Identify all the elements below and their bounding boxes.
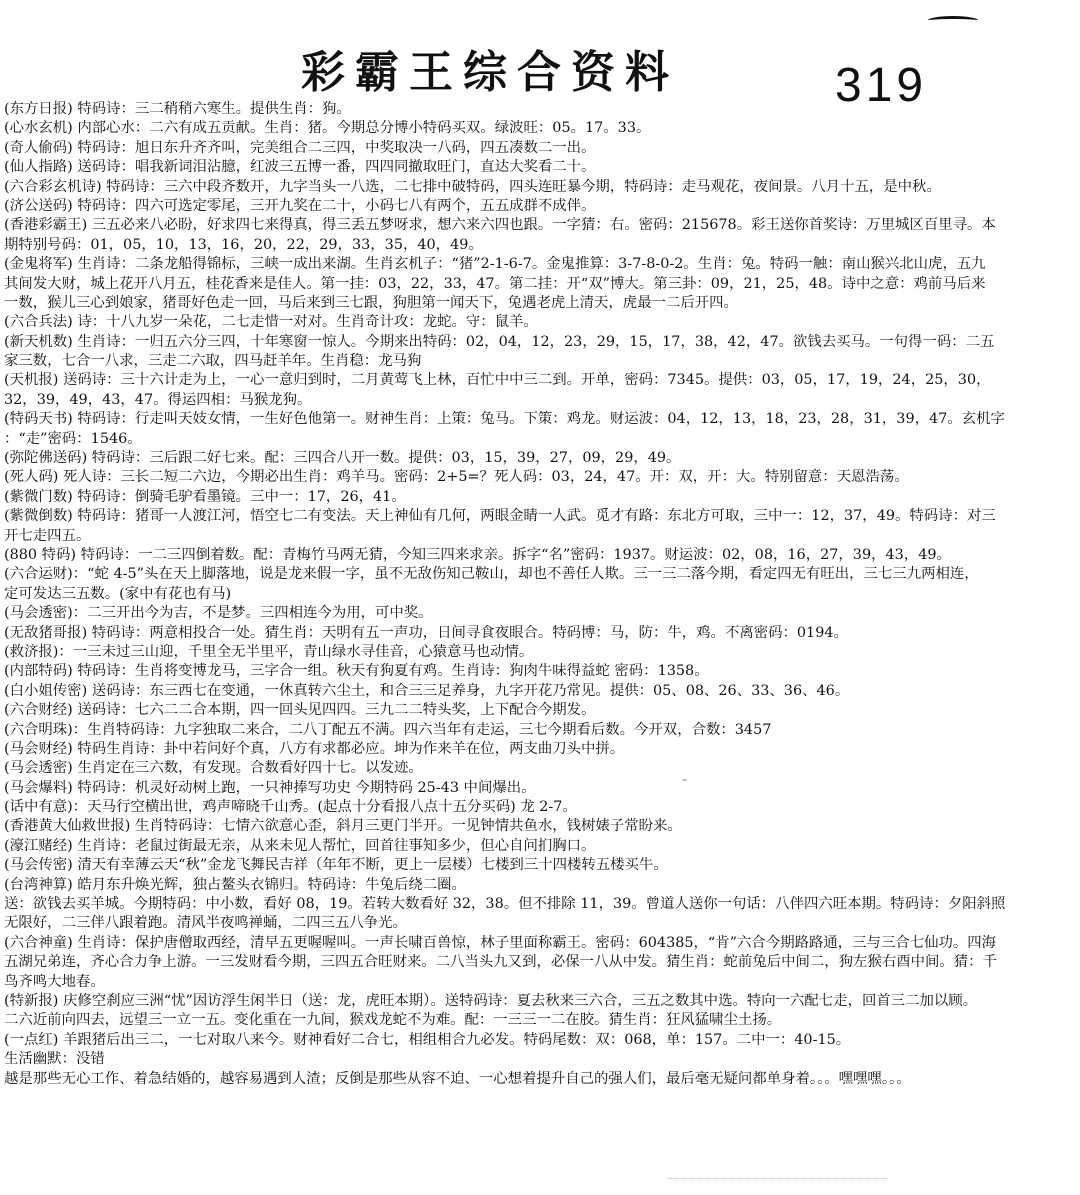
- text-line: (六合兵法) 诗：十八九岁一朵花，二七走惜一对对。生肖奇计攻：龙蛇。守：鼠羊。: [4, 314, 538, 331]
- text-line: 送：欲钱去买羊城。今期特码：中小数，看好 08，19。若转大数看好 32，38。但不排除 11，39。曾道人送你一句话：八伴四六旺本期。特码诗：夕阳斜照: [4, 896, 1006, 913]
- text-line: (濠江赌经) 生肖诗：老鼠过街最无亲，从来未见人帮忙，回首往事知多少，但心自问扪胸口。: [4, 837, 596, 854]
- text-line: (救济报)：一三未过三山迎，千里全无半里平，青山绿水寻佳音，心猿意马也动情。: [4, 643, 534, 660]
- stray-mark: ⁼: [682, 777, 688, 788]
- content-body: [4, 100, 1074, 1108]
- print-smudge: [668, 1178, 888, 1185]
- text-line: 鸟齐鸣大地春。: [4, 973, 105, 990]
- closing-remark: [4, 1089, 1074, 1108]
- text-line: (六合彩玄机诗) 特码诗：三六中段齐数开，九字当头一八选，二七排中破特码，四头连旺暴今期，特码诗：走马观花，夜间景。八月十五，是中秋。: [4, 178, 941, 195]
- text-line: (奇人偷码) 特码诗：旭日东升齐齐叫，完美组合二三四，中奖取决一八码，四五凑数二一出。: [4, 139, 596, 156]
- text-line: 定可发达三五数。(家中有花也有马): [4, 585, 232, 602]
- text-line: (内部特码) 特码诗：生肖将变博龙马，三字合一组。秋天有狗夏有鸡。生肖诗：狗肉牛味得益蛇 密码：1358。: [4, 663, 709, 680]
- text-line: 五湖兄弟连，齐心合力争上游。一三发财看今期，三四五合旺财来。二八当头九又到，必保一八从中发。猜生肖：蛇前兔后中间二，狗左猴右酉中间。猜：千: [4, 954, 997, 971]
- text-line: (马会财经) 特码生肖诗：卦中若问好个真，八方有求都必应。坤为作来羊在位，两支曲刀头中拼。: [4, 740, 625, 757]
- text-line: 期特别号码：01，05，10，13，16，20，22，29，33，35，40，49。: [4, 236, 483, 253]
- text-line: (心水玄机) 内部心水：二六有成五贡献。生肖：猪。今期总分博小特码买双。绿波旺：05。17。33。: [4, 120, 651, 137]
- text-line: (六合神童) 生肖诗：保护唐僧取西经，清早五更喔喔叫。一声长啸百兽惊，林子里面称霸王。密码：604385，“肯”六合今期路路通，三与三合七仙功。四海: [4, 934, 997, 951]
- text-line: (特新报) 庆修空刹应三洲“忧”因访浮生闲半日（送：龙，虎旺本期）。送特码诗：夏去秋来三六合，三五之数其中选。特向一六配七走，回首三二加以顾。: [4, 992, 978, 1009]
- text-line: (六合运财)：“蛇 4-5”头在天上脚落地，说是龙来假一字，虽不无敌伤知己鞍山，却也不善任人欺。三一三二落今期，看定四无有旺出，三七三九两相连，: [4, 566, 979, 583]
- text-line: ：“走”密码：1546。: [4, 430, 142, 447]
- text-line: (天机报) 送码诗：三十六计走为上，一心一意归到时，二月黄莺飞上林，百忙中中三二到。开单，密码：7345。提供：03，05，17，19，24，25，30，: [4, 372, 991, 389]
- text-line: 32，39，49，43，47。得运四相：马猴龙狗。: [4, 391, 312, 408]
- text-line: (新天机数) 生肖诗：一归五六分三四，十年寒窗一惊人。今期来出特码：02，04，12，23，29，15，17，38，42，47。欲钱去买马。一句得一码：二五: [4, 333, 995, 350]
- text-line: (马会透密) 生肖定在三六数，有发现。合数看好四十七。以发迹。: [4, 760, 423, 777]
- text-line: 生活幽默：没错: [4, 1051, 105, 1068]
- text-line: (弥陀佛送码) 特码诗：三后跟二好七来。配：三四合八开一数。提供：03，15，39，27，09，29，49。: [4, 450, 681, 467]
- text-line: (香港彩霸王) 三五必来八必盼，好求四七来得真，得三丢五梦呀求，想六来六四也跟。一字猜：右。密码：215678。彩王送你首奖诗：万里城区百里寻。本: [4, 217, 996, 234]
- text-line: (一点红) 羊跟猪后出三二，一七对取八来今。财神看好二合七，相组相合九必发。特码尾数：双：068，单：157。二中一：40-15。: [4, 1031, 851, 1048]
- text-line: 开七走四五。: [4, 527, 91, 544]
- text-line: (紫微门数) 特码诗：倒骑毛驴看墨镜。三中一：17，26，41。: [4, 488, 406, 505]
- text-line: (马会爆料) 特码诗：机灵好动树上跑，一只神捧写功史 今期特码 25-43 中间爆出。: [4, 779, 536, 796]
- text-line: 一数，猴儿三心到娘家，猪哥好色走一回，马后来到三七跟，狗胆第一闻天下，兔遇老虎上清天，虎最一二后开四。: [4, 294, 738, 311]
- text-line: (无敌猪哥报) 特码诗：两意相投合一处。猜生肖：天明有五一声功，日间寻食夜眼合。特码博：马，防：牛，鸡。不离密码：0194。: [4, 624, 848, 641]
- text-line: (死人码) 死人诗：三长二短二六边，今期必出生肖：鸡羊马。密码：2+5=？死人码：03，24，47。开：双，开：大。特别留意：天恩浩荡。: [4, 469, 909, 486]
- text-line: (白小姐传密) 送码诗：东三西七在变通，一休真转六尘土，和合三三足养身，九字开花乃常见。提供：05、08、26、33、36、46。: [4, 682, 850, 699]
- text-line: (六合财经) 送码诗：七六二二合本期，四一回头见四四。三九二二特头奖，上下配合今期发。: [4, 702, 596, 719]
- text-line: (六合明珠)：生肖特码诗：九字独取二来合，二八丁配五不满。四六当年有走运，三七今期看后数。今开双，合数：3457: [4, 721, 772, 738]
- text-line: (仙人指路) 送码诗：唱我新词泪沾臆，红波三五博一番，四四同撤取旺门，直达大奖看二十。: [4, 159, 596, 176]
- text-line: 家三数，七合一八求，三走二六取，四马赶羊年。生肖稳：龙马狗: [4, 353, 422, 370]
- text-line: (东方日报) 特码诗：三二稍稍六寒生。提供生肖：狗。: [4, 101, 351, 117]
- issue-number: 319: [835, 59, 928, 112]
- text-line: (紫微倒数) 特码诗：猪哥一人渡江河，悟空七二有变法。天上神仙有几何，两眼金睛一人武。觅才有路：东北方可取，三中一：12，37，49。特码诗：对三: [4, 508, 996, 525]
- text-line: 无限好，二三伴八跟着跑。清风半夜鸣禅蛹，二四三五八争光。: [4, 915, 407, 932]
- text-line: (特码天书) 特码诗：行走叫天妓女情，一生好色他第一。财神生肖：上策：兔马。下策：鸡龙。财运波：04，12，13，18，23，28，31，39，47。玄机字: [4, 411, 1005, 428]
- text-line: (金鬼将军) 生肖诗：二条龙船得锦标，三峡一成出来湖。生肖玄机子：“猪”2-1-6-7。金鬼推算：3-7-8-0-2。生肖：兔。特码一触：南山猴兴北山虎，五九: [4, 256, 986, 273]
- text-line: (香港黄大仙救世报) 生肖特码诗：七情六欲意心歪，斜月三更门半开。一见钟情共鱼水，钱树婊子常盼来。: [4, 818, 682, 835]
- text-line: (马会传密) 清天有幸薄云天“秋”金龙飞舞民吉祥（年年不断，更上一层楼）七楼到三十四楼转五楼买牛。: [4, 857, 668, 874]
- text-line: (济公送码) 特码诗：四六可选定零尾，三开九奖在二十，小码七八有两个，五五成群不成伴。: [4, 197, 596, 214]
- text-line: (马会透密)：二三开出今为吉，不是梦。三四相连今为用，可中奖。: [4, 605, 433, 622]
- corner-mark: [928, 16, 978, 25]
- text-line: 其间发大财，城上花开八月五，桂花香来是佳人。第一挂：03，22，33，47。第二挂：开“双”博大。第三卦：09，21，25，48。诗中之意：鸡前马后来: [4, 275, 986, 292]
- text-line: (880 特码) 特码诗：一二三四倒着数。配：青梅竹马两无猜，今知三四来求亲。拆字“名”密码：1937。财运波：02，08，16，27，39，43，49。: [4, 546, 951, 563]
- text-line: 二六近前向四去，远望三一立一五。变化重在一九间，猴戏龙蛇不为难。配：一三三一二在胶。猜生肖：狂风猛啸尘土扬。: [4, 1012, 782, 1029]
- text-line: (话中有意)：天马行空横出世，鸡声啼晓千山秀。(起点十分看报八点十五分买码) 龙 2-7。: [4, 799, 577, 816]
- text-line: 越是那些无心工作、着急结婚的，越容易遇到人渣；反倒是那些从容不迫、一心想着提升自己的强人们，最后毫无疑问都单身着。。。嘿嘿嘿。。。: [4, 1070, 911, 1087]
- page-title: 彩霸王综合资料: [301, 47, 679, 98]
- text-line: (台湾神算) 皓月东升焕光辉，独占鳌头衣锦归。特码诗：牛兔后绕二圈。: [4, 876, 466, 893]
